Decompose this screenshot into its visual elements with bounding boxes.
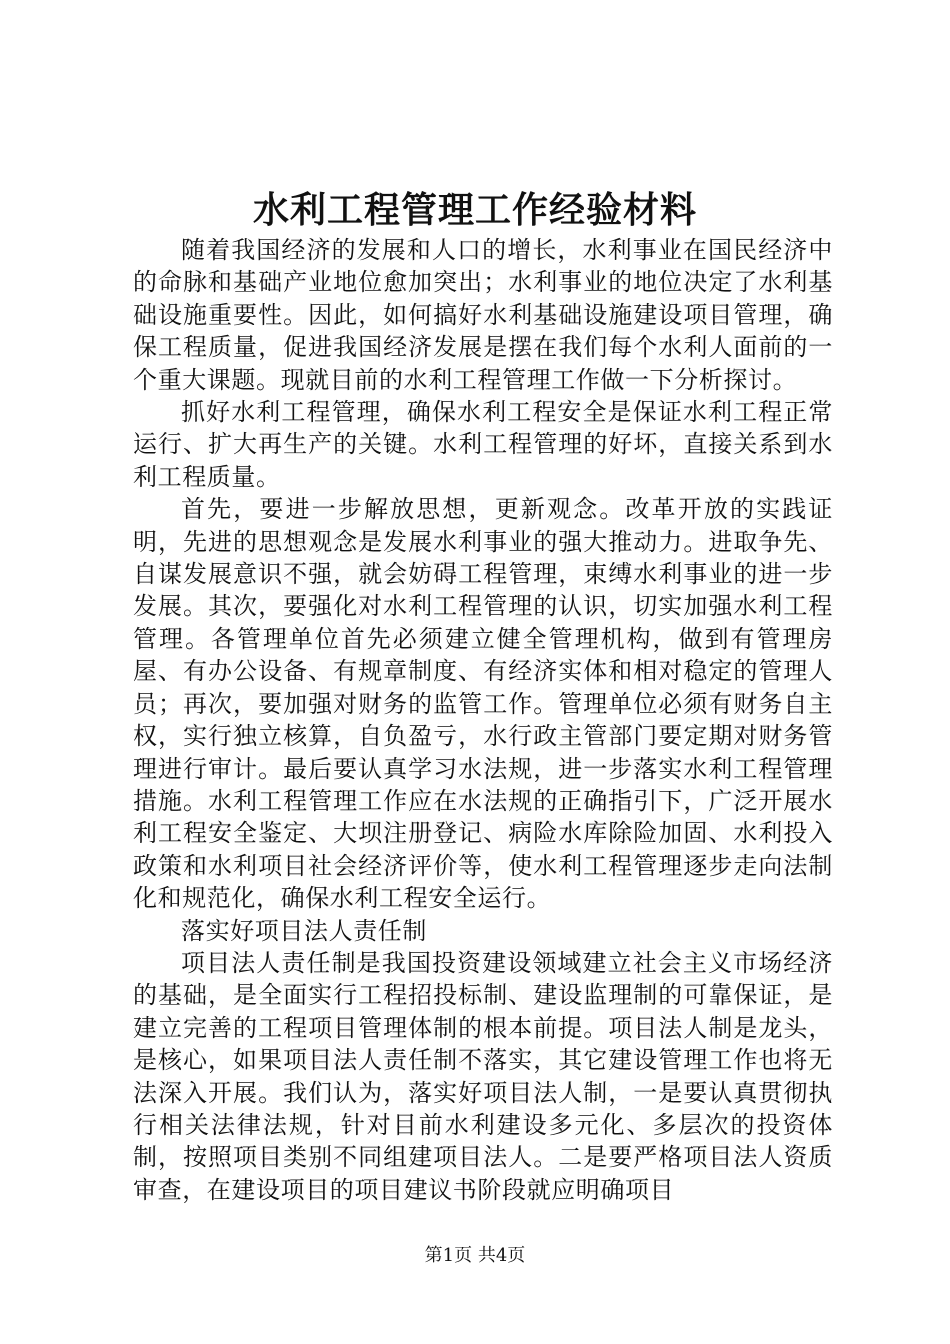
document-title: 水利工程管理工作经验材料 [252,189,697,231]
paragraph: 抓好水利工程管理，确保水利工程安全是保证水利工程正常运行、扩大再生产的关键。水利工程管理的好坏，直接关系到水利工程质量。 [133,398,833,491]
paragraph: 随着我国经济的发展和人口的增长，水利事业在国民经济中的命脉和基础产业地位愈加突出；水利事业的地位决定了水利基础设施重要性。因此，如何搞好水利基础设施建设项目管理，确保工程质量，促进我国经济发展是摆在我们每个水利人面前的一个重大课题。现就目前的水利工程管理工作做一下分析探讨。 [133,236,833,394]
document-body [133,234,833,1206]
section-heading: 落实好项目法人责任制 [181,916,427,945]
paragraph: 项目法人责任制是我国投资建设领域建立社会主义市场经济的基础，是全面实行工程招投标制、建设监理制的可靠保证，是建立完善的工程项目管理体制的根本前提。项目法人制是龙头，是核心，如果项目法人责任制不落实，其它建设管理工作也将无法深入开展。我们认为，落实好项目法人制，一是要认真贯彻执行相关法律法规，针对目前水利建设多元化、多层次的投资体制，按照项目类别不同组建项目法人。二是要严格项目法人资质审查，在建设项目的项目建议书阶段就应明确项目 [133,948,833,1204]
page-footer: 第1页 共4页 [424,1245,526,1266]
paragraph: 首先，要进一步解放思想，更新观念。改革开放的实践证明，先进的思想观念是发展水利事业的强大推动力。进取争先、自谋发展意识不强，就会妨碍工程管理，束缚水利事业的进一步发展。其次，要强化对水利工程管理的认识，切实加强水利工程管理。各管理单位首先必须建立健全管理机构，做到有管理房屋、有办公设备、有规章制度、有经济实体和相对稳定的管理人员；再次，要加强对财务的监管工作。管理单位必须有财务自主权，实行独立核算，自负盈亏，水行政主管部门要定期对财务管理进行审计。最后要认真学习水法规，进一步落实水利工程管理措施。水利工程管理工作应在水法规的正确指引下，广泛开展水利工程安全鉴定、大坝注册登记、病险水库除险加固、水利投入政策和水利项目社会经济评价等，使水利工程管理逐步走向法制化和规范化，确保水利工程安全运行。 [133,495,833,913]
